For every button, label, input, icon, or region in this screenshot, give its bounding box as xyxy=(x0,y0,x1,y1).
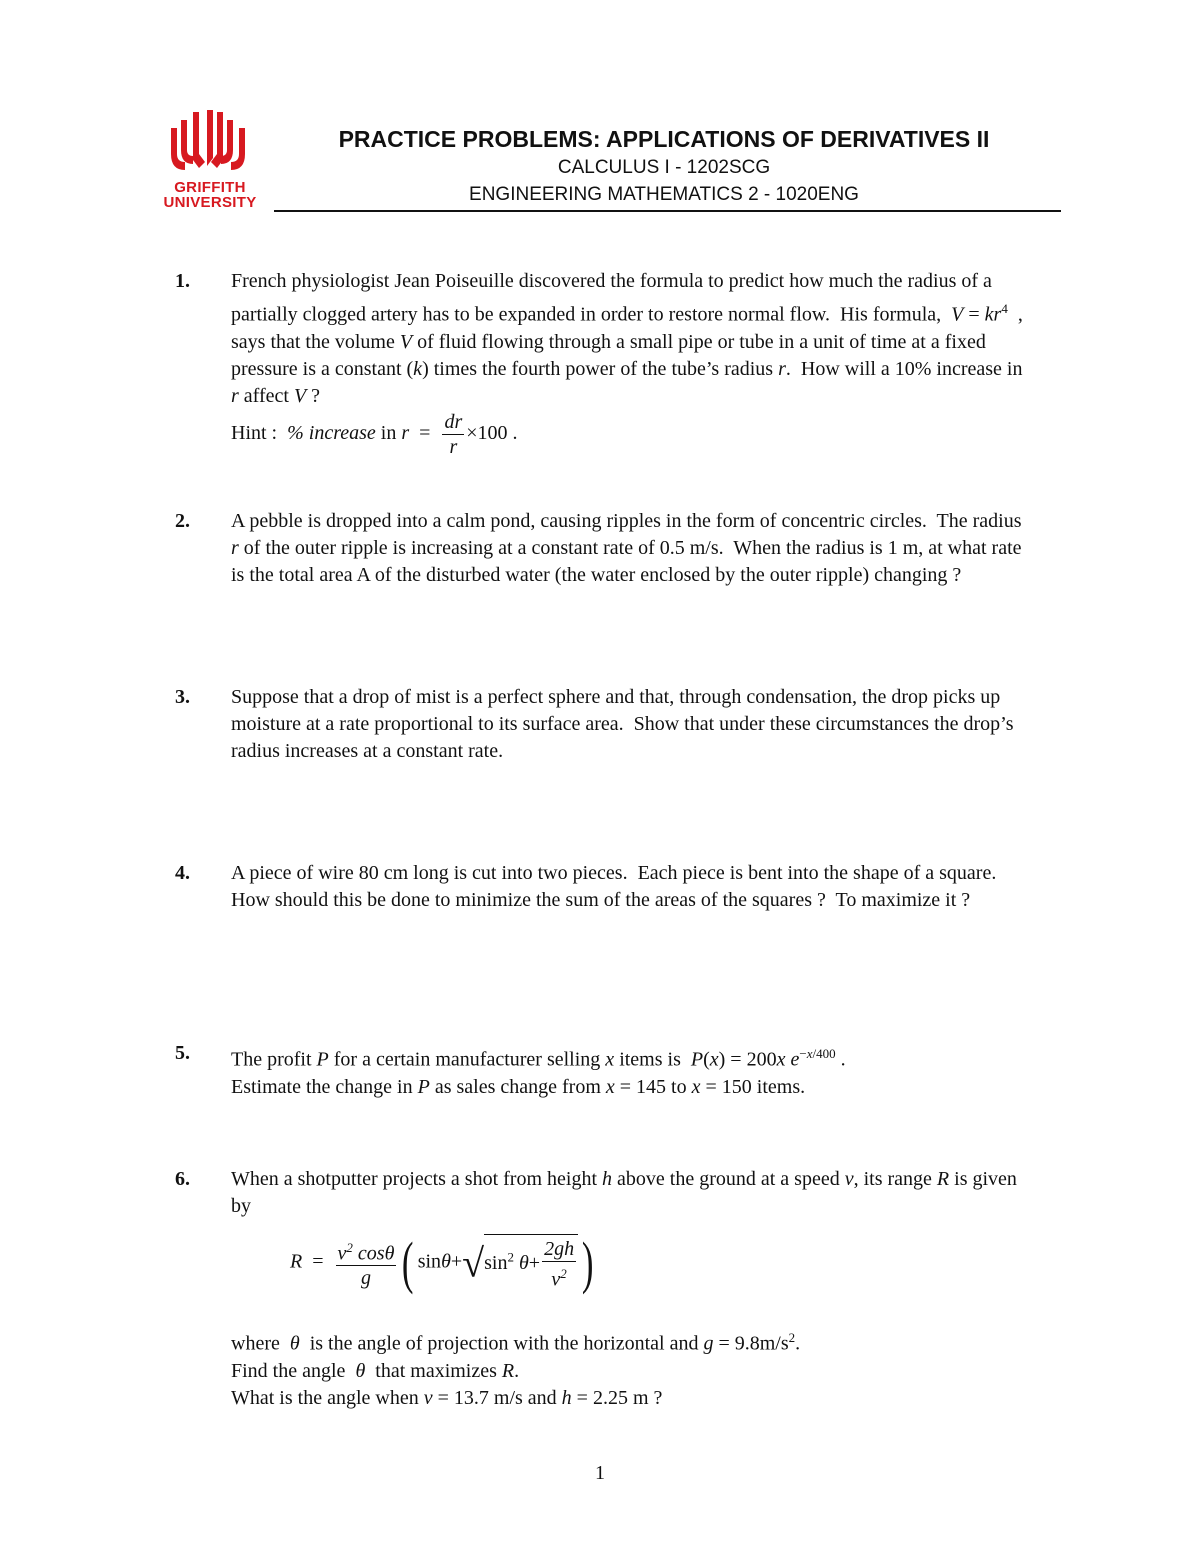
document-header xyxy=(155,110,1061,216)
problem-number: 2. xyxy=(175,510,190,532)
griffith-logo xyxy=(155,110,265,210)
problem-text: The profit P for a certain manufacturer selling x items is P(x) = 200x $e^{-x/400}$ . Estimate the change in P as sales change from x = 145 to x = 150 items. xyxy=(231,1046,846,1098)
problem-text: A pebble is dropped into a calm pond, causing ripples in the form of concentric circles. The radius r of the outer ripple is increasing at a constant rate of 0.5 m/s. When the radius is 1 m, at what rate is the total area A of the disturbed water (the water enclosed by the outer ripple) changing ? xyxy=(231,510,1022,586)
page-number: 1 xyxy=(595,1462,605,1484)
problem-text: When a shotputter projects a shot from height h above the ground at a speed v, its range R is given by xyxy=(231,1168,1017,1217)
course-line-1: CALCULUS I - 1202SCG xyxy=(557,157,771,178)
griffith-crest-icon xyxy=(167,110,253,178)
range-formula: R = $\frac{v^2 \cos\theta}{g}$ ( $\sin\theta+√\sin^2$ θ+ $\frac{2gh}{v^2}$ ) xyxy=(290,1230,594,1295)
problem-text: Suppose that a drop of mist is a perfect sphere and that, through condensation, the drop picks up moisture at a rate proportional to its surface area. Show that under these circumstances the drop’s radius increases at a constant rate. xyxy=(231,686,1014,762)
problem-text: French physiologist Jean Poiseuille discovered the formula to predict how much the radius of a partially clogged artery has to be expanded in order to restore normal flow. His formula, $V = kr^4$ , says that the volume V of fluid flowing through a small pipe or tube in a unit of time at a fixed pressure is a constant (k) times the fourth power of the tube’s radius r. How will a 10% increase in r affect V ? xyxy=(231,270,1023,407)
problem-6-continued: where θ is the angle of projection with the horizontal and $g = 9.8m/s^2$. Find the angle θ that maximizes R. What is the angle when v = 13.7 m/s and h = 2.25 m ? xyxy=(231,1330,801,1409)
header-divider xyxy=(274,210,1061,212)
course-line-2: ENGINEERING MATHEMATICS 2 - 1020ENG xyxy=(469,184,859,205)
problem-text: A piece of wire 80 cm long is cut into two pieces. Each piece is bent into the shape of a square. How should this be done to minimize the sum of the areas of the squares ? To maximize it ? xyxy=(231,862,1002,911)
problem-number: 3. xyxy=(175,686,190,708)
logo-text-line2: UNIVERSITY xyxy=(163,194,257,211)
header-titles xyxy=(267,124,1061,208)
problem-1-hint: Hint : % increase in r = $\frac{dr}{r}$ ×100 . xyxy=(231,411,518,458)
problem-number: 6. xyxy=(175,1168,190,1190)
problem-number: 5. xyxy=(175,1042,190,1064)
problem-number: 4. xyxy=(175,862,190,884)
page-title: PRACTICE PROBLEMS: APPLICATIONS OF DERIVATIVES II xyxy=(338,126,990,152)
logo-text-line1: GRIFFITH xyxy=(174,179,246,196)
problem-number: 1. xyxy=(175,270,190,292)
